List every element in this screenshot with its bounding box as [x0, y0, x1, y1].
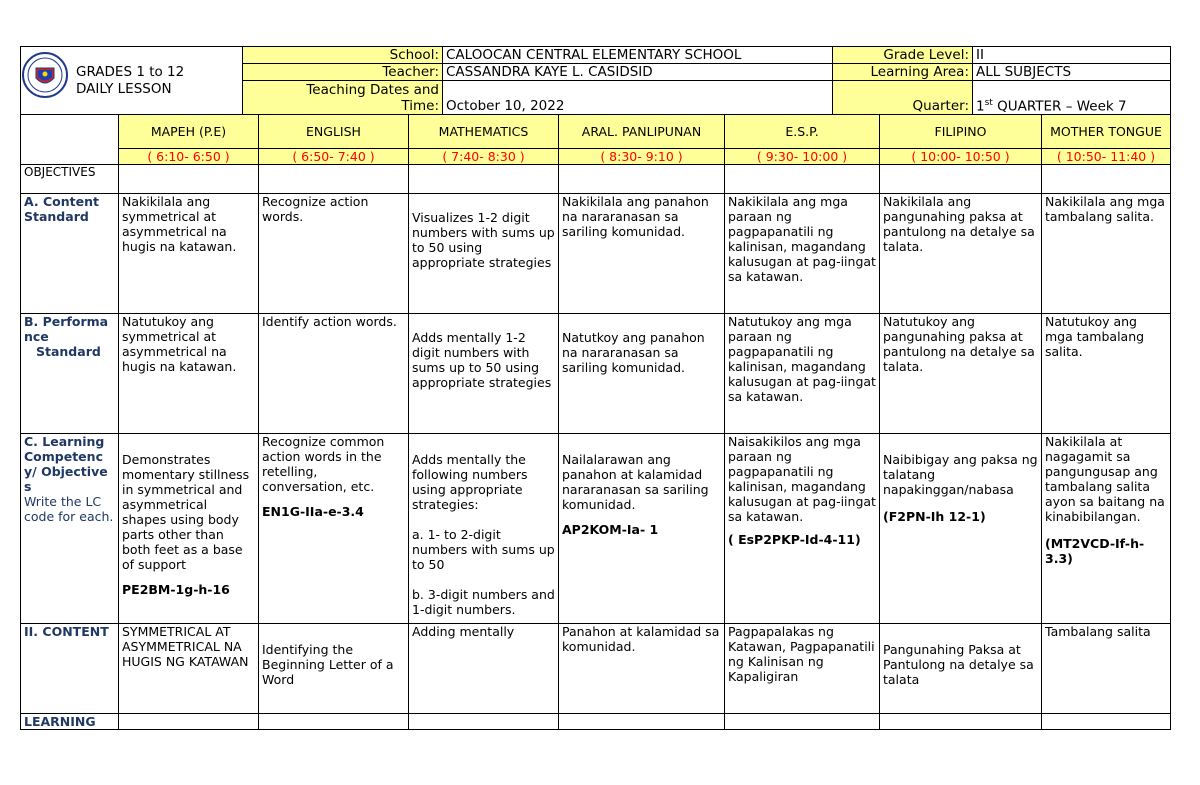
grade-value: II — [973, 47, 1171, 64]
school-label: School: — [243, 47, 443, 64]
dates-label-line2: Time: — [401, 97, 439, 114]
empty-cell — [559, 714, 725, 730]
content-english: Identifying the Beginning Letter of a Word — [259, 624, 409, 714]
comp-mother-tongue — [1042, 434, 1171, 624]
learning-row — [21, 714, 1171, 730]
time-math: ( 7:40- 8:30 ) — [409, 149, 559, 165]
cs-english: Recognize action words. — [259, 194, 409, 314]
ps-filipino: Natutukoy ang pangunahing paksa at pantulong na detalye sa talata. — [880, 314, 1042, 434]
teacher-label: Teacher: — [243, 64, 443, 81]
time-mother-tongue: ( 10:50- 11:40 ) — [1042, 149, 1171, 165]
comp-mapeh — [119, 434, 259, 624]
quarter-sup: st — [984, 97, 993, 108]
empty-cell — [880, 714, 1042, 730]
comp-filipino-code: (F2PN-Ih 12-1) — [883, 509, 986, 524]
ps-esp: Natutukoy ang mga paraan ng pagpapanatili ng kalinisan, magandang kalusugan at pag-iingat sa katawan. — [725, 314, 880, 434]
empty-cell — [259, 714, 409, 730]
content-math: Adding mentally — [409, 624, 559, 714]
comp-ap-code: AP2KOM-Ia- 1 — [562, 522, 659, 537]
content-mapeh: SYMMETRICAL AT ASYMMETRICAL NA HUGIS NG KATAWAN — [119, 624, 259, 714]
content-esp: Pagpapalakas ng Katawan, Pagpapanatili ng Kalinisan ng Kapaligiran — [725, 624, 880, 714]
comp-mother-tongue-text: Nakikilala at nagagamit sa pangungusap ang tambalang salita ayon sa baitang na kinabibilangan. — [1045, 434, 1165, 524]
quarter-rest: QUARTER – Week 7 — [992, 98, 1127, 114]
comp-mother-tongue-code: (MT2VCD-If-h-3.3) — [1045, 536, 1145, 566]
time-ap: ( 8:30- 9:10 ) — [559, 149, 725, 165]
empty-cell — [409, 714, 559, 730]
time-english: ( 6:50- 7:40 ) — [259, 149, 409, 165]
subject-ap: ARAL. PANLIPUNAN — [559, 115, 725, 149]
dates-value: October 10, 2022 — [443, 81, 833, 115]
ps-mother-tongue: Natutukoy ang mga tambalang salita. — [1042, 314, 1171, 434]
ps-mapeh: Natutukoy ang symmetrical at asymmetrical na hugis na katawan. — [119, 314, 259, 434]
content-label: II. CONTENT — [21, 624, 119, 714]
subject-math: MATHEMATICS — [409, 115, 559, 149]
quarter-num: 1 — [976, 98, 985, 114]
empty-cell — [119, 165, 259, 194]
empty-cell — [1042, 165, 1171, 194]
performance-label-line1: B. Performance — [24, 314, 109, 344]
comp-esp-text: Naisakikilos ang mga paraan ng pagpapanatili ng kalinisan, magandang kalusugan at pag-iingat sa katawan. — [728, 434, 876, 524]
content-ap: Panahon at kalamidad sa komunidad. — [559, 624, 725, 714]
comp-english — [259, 434, 409, 624]
cs-math: Visualizes 1-2 digit numbers with sums up to 50 using appropriate strategies — [409, 194, 559, 314]
time-mapeh: ( 6:10- 6:50 ) — [119, 149, 259, 165]
comp-mapeh-text: Demonstrates momentary stillness in symmetrical and asymmetrical shapes using body parts other than both feet as a base of support — [122, 452, 250, 572]
cs-filipino: Nakikilala ang pangunahing paksa at pantulong na detalye sa talata. — [880, 194, 1042, 314]
lesson-plan-table — [20, 114, 1171, 730]
comp-esp-code: ( EsP2PKP-Id-4-11) — [728, 532, 861, 547]
competency-label — [21, 434, 119, 624]
learning-label: LEARNING — [21, 714, 119, 730]
ps-english: Identify action words. — [259, 314, 409, 434]
time-esp: ( 9:30- 10:00 ) — [725, 149, 880, 165]
empty-cell — [1042, 714, 1171, 730]
dates-label-line1: Teaching Dates and — [306, 81, 439, 98]
comp-math — [409, 434, 559, 624]
comp-filipino-text: Naibibigay ang paksa ng talatang napakinggan/nabasa — [883, 452, 1038, 497]
corner-cell — [21, 115, 119, 165]
quarter-value — [973, 81, 1171, 115]
empty-cell — [119, 714, 259, 730]
empty-cell — [409, 165, 559, 194]
ps-ap: Natutkoy ang panahon na nararanasan sa sariling komunidad. — [559, 314, 725, 434]
ps-math: Adds mentally 1-2 digit numbers with sums up to 50 using appropriate strategies — [409, 314, 559, 434]
cs-esp: Nakikilala ang mga paraan ng pagpapanatili ng kalinisan, magandang kalusugan at pag-iingat sa katawan. — [725, 194, 880, 314]
comp-english-code: EN1G-IIa-e-3.4 — [262, 504, 364, 519]
comp-ap — [559, 434, 725, 624]
competency-row — [21, 434, 1171, 624]
empty-cell — [725, 714, 880, 730]
comp-esp — [725, 434, 880, 624]
time-filipino: ( 10:00- 10:50 ) — [880, 149, 1042, 165]
teacher-value: CASSANDRA KAYE L. CASIDSID — [443, 64, 833, 81]
lesson-title-line1: GRADES 1 to 12 — [76, 63, 185, 80]
comp-english-text: Recognize common action words in the retelling, conversation, etc. — [262, 434, 385, 494]
grade-label: Grade Level: — [833, 47, 973, 64]
comp-ap-text: Nailalarawan ang panahon at kalamidad nararanasan sa sariling komunidad. — [562, 452, 709, 512]
competency-label-text: C. Learning Competency/ Objectives — [24, 434, 108, 494]
performance-standard-row — [21, 314, 1171, 434]
subject-filipino: FILIPINO — [880, 115, 1042, 149]
subject-english: ENGLISH — [259, 115, 409, 149]
objectives-label: OBJECTIVES — [21, 165, 119, 194]
competency-note: Write the LC code for each. — [24, 494, 114, 524]
quarter-label: Quarter: — [833, 81, 973, 115]
cs-mother-tongue: Nakikilala ang mga tambalang salita. — [1042, 194, 1171, 314]
lesson-title-line2: DAILY LESSON — [76, 80, 172, 97]
empty-cell — [559, 165, 725, 194]
comp-math-b: b. 3-digit numbers and 1-digit numbers. — [412, 587, 555, 617]
cs-mapeh: Nakikilala ang symmetrical at asymmetrical na hugis na katawan. — [119, 194, 259, 314]
empty-cell — [259, 165, 409, 194]
comp-filipino — [880, 434, 1042, 624]
content-filipino: Pangunahing Paksa at Pantulong na detalye sa talata — [880, 624, 1042, 714]
performance-label-line2: Standard — [36, 344, 101, 359]
cs-ap: Nakikilala ang panahon na nararanasan sa sariling komunidad. — [559, 194, 725, 314]
area-label: Learning Area: — [833, 64, 973, 81]
school-value: CALOOCAN CENTRAL ELEMENTARY SCHOOL — [443, 47, 833, 64]
empty-cell — [880, 165, 1042, 194]
subject-mother-tongue: MOTHER TONGUE — [1042, 115, 1171, 149]
time-row — [21, 149, 1171, 165]
comp-mapeh-code: PE2BM-1g-h-16 — [122, 582, 230, 597]
performance-standard-label — [21, 314, 119, 434]
subject-header-row — [21, 115, 1171, 149]
dates-label — [243, 81, 443, 115]
objectives-row — [21, 165, 1171, 194]
area-value: ALL SUBJECTS — [973, 64, 1171, 81]
content-standard-label: A. Content Standard — [21, 194, 119, 314]
content-standard-row — [21, 194, 1171, 314]
content-row — [21, 624, 1171, 714]
comp-math-text: Adds mentally the following numbers using appropriate strategies: — [412, 452, 528, 512]
content-mother-tongue: Tambalang salita — [1042, 624, 1171, 714]
empty-cell — [725, 165, 880, 194]
subject-mapeh: MAPEH (P.E) — [119, 115, 259, 149]
subject-esp: E.S.P. — [725, 115, 880, 149]
lesson-title — [21, 47, 243, 115]
header-table — [20, 46, 1171, 115]
comp-math-a: a. 1- to 2-digit numbers with sums up to 50 — [412, 527, 555, 572]
